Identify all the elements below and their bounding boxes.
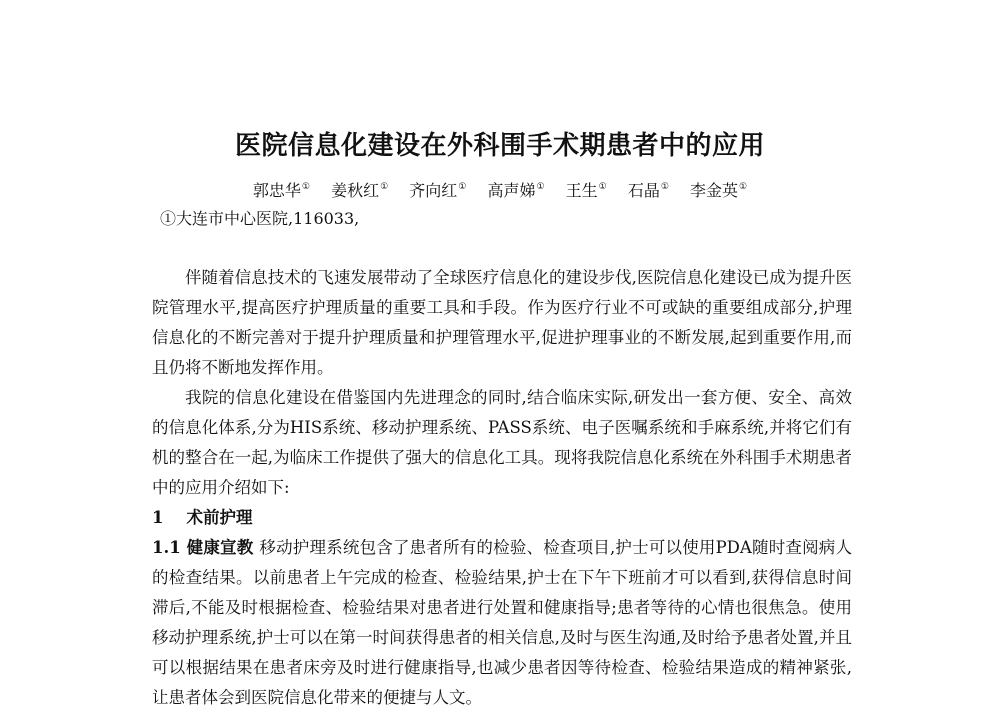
- article-title: 医院信息化建设在外科围手术期患者中的应用: [234, 131, 765, 161]
- author: 高声娣①: [487, 181, 545, 200]
- affiliation-mark: ①: [739, 182, 748, 192]
- subsection-text: 移动护理系统包含了患者所有的检验、检查项目,护士可以使用PDA随时查阅病人的检查结果。以前患者上午完成的检查、检验结果,护士在下午下班前才可以看到,获得信息时间滞后,不能及时根据检查、检验结果对患者进行处置和健康指导;患者等待的心情也很焦急。使用移动护理系统,护士可以在第一时间获得患者的相关信息,及时与医生沟通,及时给予患者处置,并且可以根据结果在患者床旁及时进行健康指导,也减少患者因等待检查、检验结果造成的精神紧张,让患者体会到医院信息化带来的便捷与人文。: [152, 538, 852, 707]
- paragraph-intro: 伴随着信息技术的飞速发展带动了全球医疗信息化的建设步伐,医院信息化建设已成为提升医院管理水平,提高医疗护理质量的重要工具和手段。作为医疗行业不可或缺的重要组成部分,护理信息化的不断完善对于提升护理质量和护理管理水平,促进护理事业的不断发展,起到重要作用,而且仍将不断地发挥作用。: [152, 268, 852, 377]
- author-list: [0, 175, 1000, 203]
- author: 郭忠华①: [252, 181, 310, 200]
- author: 姜秋红①: [331, 181, 389, 200]
- affiliation-mark: ①: [536, 182, 545, 192]
- subsection-heading: 1.1 健康宣教: [152, 538, 254, 557]
- affiliation-mark: ①: [458, 182, 467, 192]
- subsection-paragraph: [152, 533, 852, 713]
- affiliation-mark: ①: [301, 182, 310, 192]
- author: 王生①: [565, 181, 607, 200]
- paragraph-overview: 我院的信息化建设在借鉴国内先进理念的同时,结合临床实际,研发出一套方便、安全、高效的信息化体系,分为HIS系统、移动护理系统、PASS系统、电子医嘱系统和手麻系统,并将它们有机的整合在一起,为临床工作提供了强大的信息化工具。现将我院信息化系统在外科围手术期患者中的应用介绍如下:: [152, 388, 852, 497]
- author: 李金英①: [690, 181, 748, 200]
- author: 齐向红①: [409, 181, 467, 200]
- affiliation-mark: ①: [380, 182, 389, 192]
- article-body: [152, 263, 852, 713]
- affiliation-mark: ①: [598, 182, 607, 192]
- affiliation-mark: ①: [660, 182, 669, 192]
- author: 石晶①: [627, 181, 669, 200]
- section-heading: 1 术前护理: [152, 508, 253, 527]
- affiliation: ①大连市中心医院,116033,: [160, 209, 360, 228]
